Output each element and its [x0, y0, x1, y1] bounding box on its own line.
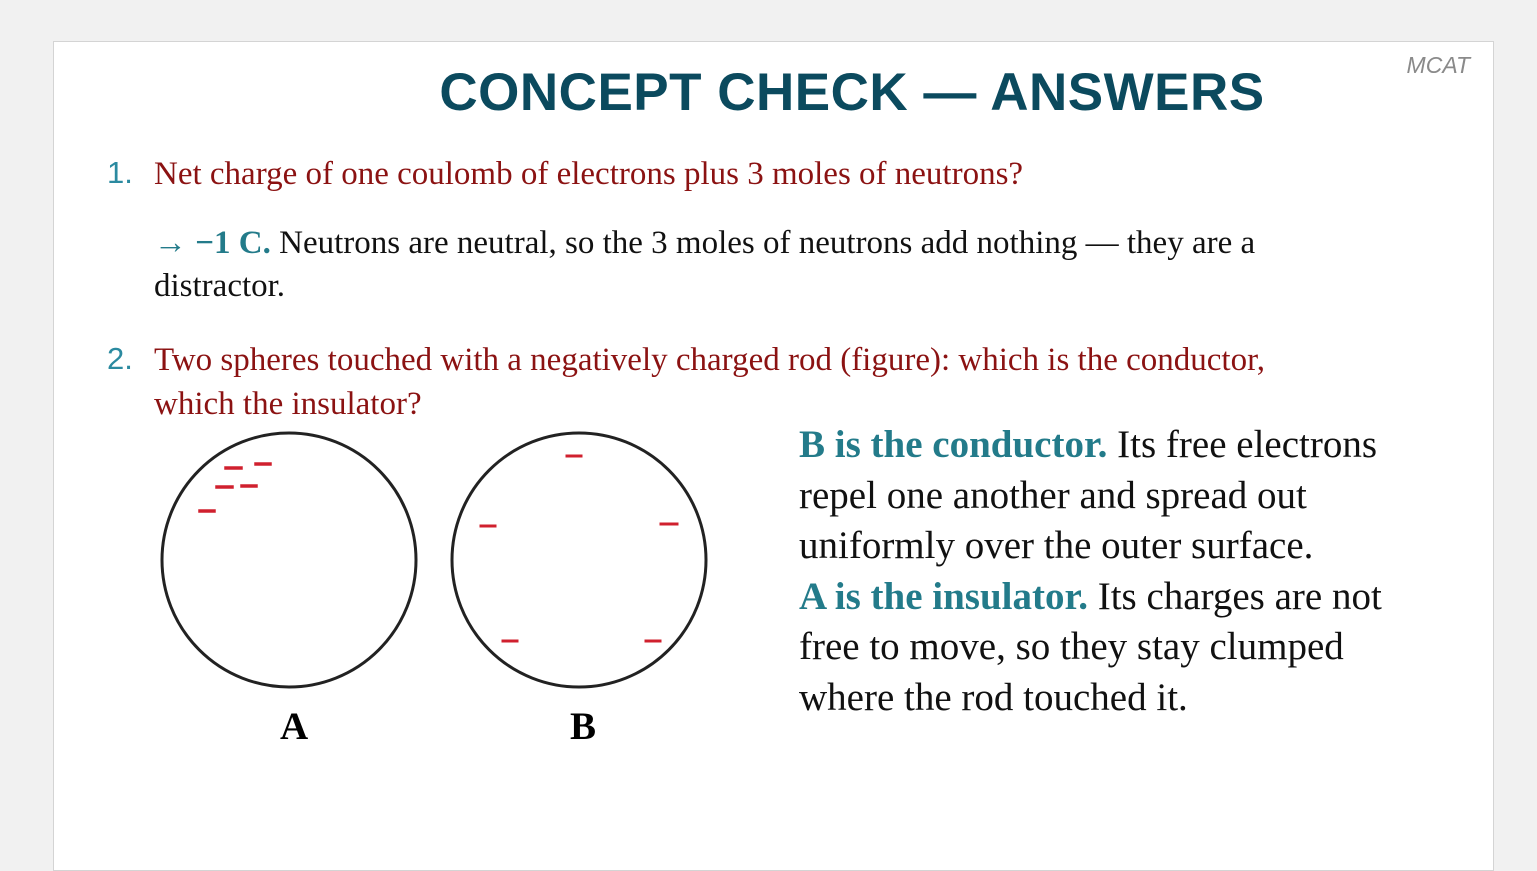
conductor-explanation: Its free electrons repel one another and spread out uniformly over the outer surface.	[799, 423, 1378, 567]
sphere-a	[162, 433, 416, 687]
answer-2	[799, 420, 1419, 723]
spheres-figure	[149, 422, 769, 752]
slide-title: CONCEPT CHECK — ANSWERS	[439, 63, 1265, 122]
course-tag: MCAT	[1406, 52, 1470, 78]
question-number-1: 1.	[107, 155, 133, 190]
question-2-line2: which the insulator?	[154, 386, 422, 422]
question-1-text: Net charge of one coulomb of electrons plus 3 moles of neutrons?	[154, 156, 1024, 192]
insulator-explanation: Its charges are not free to move, so they stay clumped where the rod touched it.	[799, 574, 1382, 719]
slide	[53, 41, 1494, 871]
answer-1	[154, 222, 1404, 308]
sphere-a-label: A	[280, 705, 309, 748]
sphere-b-label: B	[570, 705, 597, 748]
conductor-heading: B is the conductor.	[799, 423, 1108, 466]
question-2-text	[154, 338, 1444, 426]
answer-1-line1: Neutrons are neutral, so the 3 moles of neutrons add nothing — they are a	[270, 225, 1256, 261]
answer-1-line2: distractor.	[154, 268, 286, 304]
insulator-heading: A is the insulator.	[799, 574, 1088, 618]
question-2-line1: Two spheres touched with a negatively charged rod (figure): which is the conductor,	[154, 342, 1265, 378]
question-number-2: 2.	[107, 341, 133, 376]
sphere-b	[452, 433, 706, 687]
answer-1-result: → −1 C.	[154, 225, 271, 261]
